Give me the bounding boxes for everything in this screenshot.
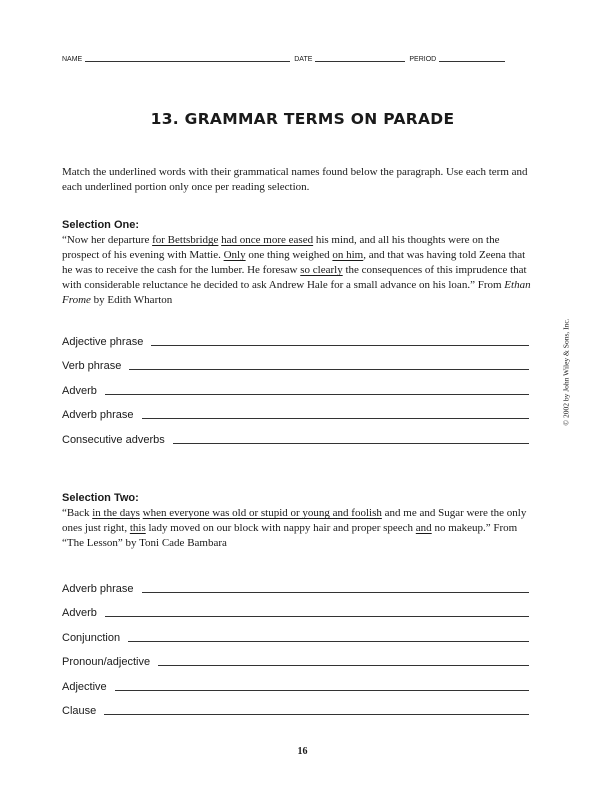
underlined-phrase: on him: [332, 249, 364, 261]
page-number: 16: [297, 746, 308, 757]
instructions: Match the underlined words with their grammatical names found below the paragraph. Use each term and each underlined portion only once per reading selection.: [62, 166, 528, 193]
selection-two-heading: Selection Two:: [62, 492, 139, 504]
answer-row: [62, 409, 529, 421]
name-field[interactable]: [85, 54, 290, 62]
answer-label: Adverb: [62, 385, 97, 397]
answer-label: Adverb phrase: [62, 409, 134, 421]
answer-line[interactable]: [158, 665, 529, 666]
student-info-header: [62, 54, 528, 63]
page-title: 13. GRAMMAR TERMS ON PARADE: [150, 110, 455, 128]
answer-row: [62, 632, 529, 644]
answer-line[interactable]: [105, 616, 529, 617]
answer-label: Adverb phrase: [62, 583, 134, 595]
answer-row: [62, 681, 529, 693]
answer-line[interactable]: [151, 345, 529, 346]
answer-label: Verb phrase: [62, 360, 122, 372]
answer-row: [62, 336, 529, 348]
underlined-phrase: when everyone was old or stupid or young and foolish: [142, 507, 382, 519]
answer-row: [62, 385, 529, 397]
answer-row: [62, 583, 529, 595]
period-label: PERIOD: [409, 56, 437, 63]
answer-line[interactable]: [129, 369, 529, 370]
answer-row: [62, 360, 529, 372]
selection-one-passage: [62, 218, 532, 308]
underlined-phrase: in the days: [92, 507, 140, 519]
answer-line[interactable]: [105, 394, 529, 395]
answer-label: Consecutive adverbs: [62, 434, 165, 446]
copyright-notice: © 2002 by John Wiley & Sons, Inc.: [561, 318, 571, 426]
answer-row: [62, 607, 529, 619]
answer-line[interactable]: [104, 714, 529, 715]
answer-label: Adverb: [62, 607, 97, 619]
underlined-phrase: for Bettsbridge: [152, 234, 219, 246]
underlined-phrase: Only: [223, 249, 246, 261]
selection-one-heading: Selection One:: [62, 219, 140, 231]
selection-two-passage: [62, 491, 532, 551]
answer-label: Conjunction: [62, 632, 121, 644]
underlined-phrase: had once more eased: [221, 234, 314, 246]
answer-line[interactable]: [173, 443, 529, 444]
selection-two-text: “Back in the days when everyone was old or stupid or young and foolish and me and Sugar were the only ones just right, this lady moved on our block with nappy hair and proper speech and no makeup.” From “The Lesson” by Toni Cade Bambara: [62, 507, 527, 549]
book-title: Ethan Frome: [62, 279, 531, 306]
underlined-phrase: and: [415, 522, 432, 534]
answer-line[interactable]: [115, 690, 529, 691]
answer-line[interactable]: [142, 592, 529, 593]
answer-line[interactable]: [128, 641, 529, 642]
answer-line[interactable]: [142, 418, 529, 419]
underlined-phrase: this: [129, 522, 146, 534]
answer-label: Adjective: [62, 681, 107, 693]
underlined-phrase: so clearly: [300, 264, 343, 276]
date-field[interactable]: [315, 54, 405, 62]
answer-row: [62, 656, 529, 668]
period-field[interactable]: [439, 54, 505, 62]
answer-row: [62, 705, 529, 717]
answer-label: Pronoun/adjective: [62, 656, 151, 668]
selection-one-text: “Now her departure for Bettsbridge had once more eased his mind, and all his thoughts were on the prospect of his evening with Mattie. Only one thing weighed on him, and that was having told Zeena that he was to receive the cash for the lumber. He foresaw so clearly the consequences of this imprudence that with considerable reluctance he decided to ask Andrew Hale for a small advance on his loan.” From Ethan Frome by Edith Wharton: [62, 234, 531, 306]
answer-label: Clause: [62, 705, 97, 717]
name-label: NAME: [62, 56, 83, 63]
date-label: DATE: [294, 56, 313, 63]
answer-row: [62, 434, 529, 446]
answer-label: Adjective phrase: [62, 336, 144, 348]
